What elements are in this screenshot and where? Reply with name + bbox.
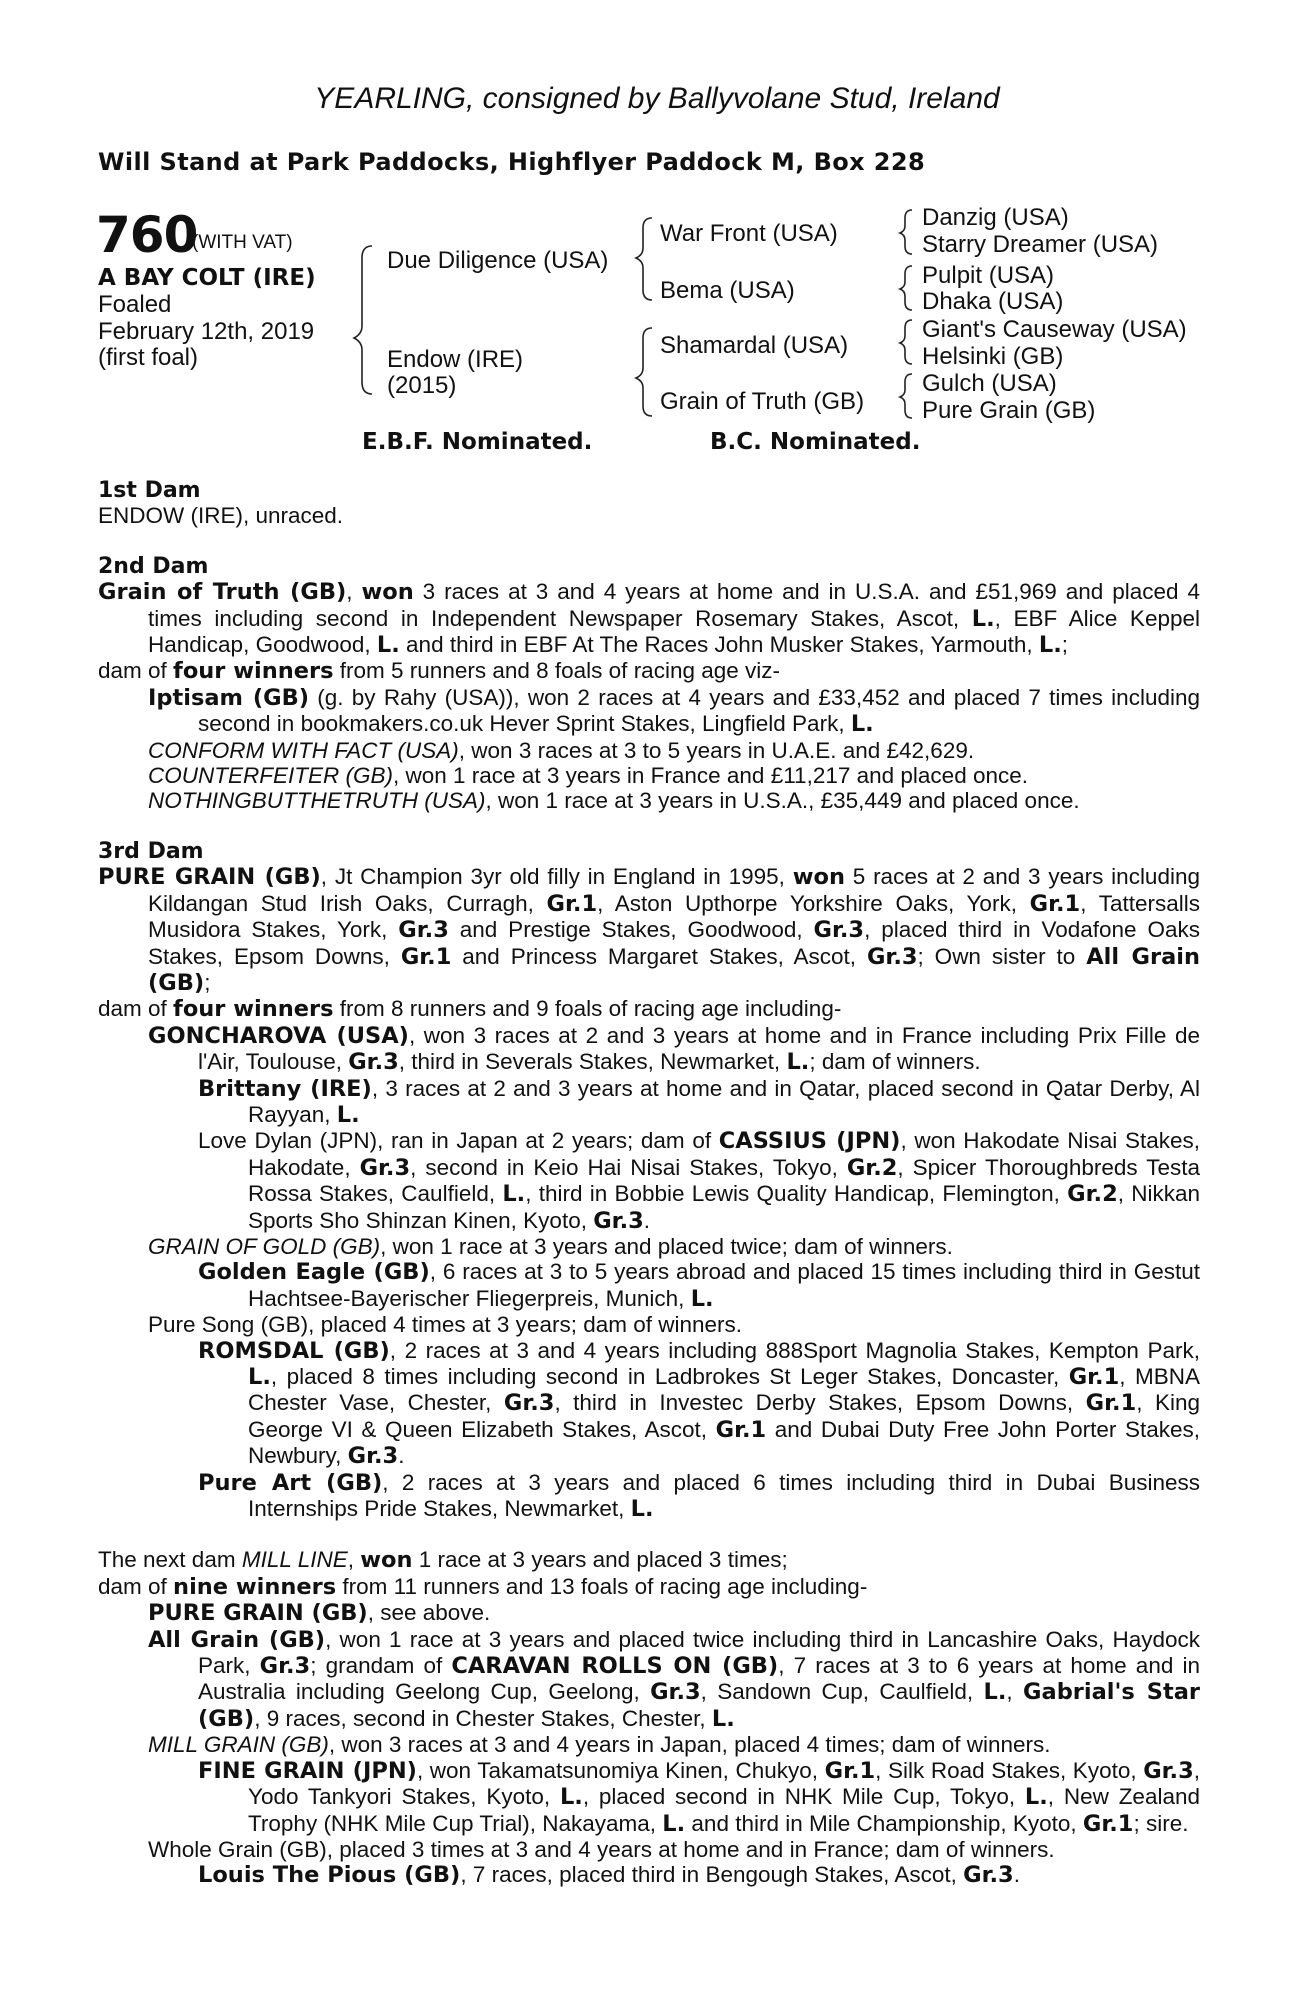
produce-all-grain: All Grain (GB), won 1 race at 3 years and placed twice including third in Lancashire Oaks, Haydock Park, Gr.3; grandam of CARAVAN ROLLS ON (GB), 7 races at 3 to 6 years at home and in Australia including Geelong Cup, Geelong, Gr.3, Sandown Cup, Caulfield, L., Gabrial's Star (GB), 9 races, second in Chester Stakes, Chester, L. [148, 1626, 1200, 1732]
stabling-line: Will Stand at Park Paddocks, Highflyer Paddock M, Box 228 [98, 148, 926, 176]
produce-iptisam: Iptisam (GB) (g. by Rahy (USA)), won 2 races at 4 years and £33,452 and placed 7 times including second in bookmakers.co.uk Hever Sprint Stakes, Lingfield Park, L. [148, 684, 1200, 738]
second-dam-record: Grain of Truth (GB), won 3 races at 3 and 4 years at home and in U.S.A. and £51,969 and placed 4 times including second in Independent Newspaper Rosemary Stakes, Ascot, L., EBF Alice Keppel Handicap, Goodwood, L. and third in EBF At The Races John Musker Stakes, Yarmouth, L.; [98, 579, 1200, 659]
produce-love-dylan: Love Dylan (JPN), ran in Japan at 2 years; dam of CASSIUS (JPN), won Hakodate Nisai Stakes, Hakodate, Gr.3, second in Keio Hai Nisai Stakes, Tokyo, Gr.2, Spicer Thoroughbreds Testa Rossa Stakes, Caulfield, L., third in Bobbie Lewis Quality Handicap, Flemington, Gr.2, Nikkan Sports Sho Shinzan Kinen, Kyoto, Gr.3. [198, 1128, 1200, 1234]
third-dam-produce-summary: dam of four winners from 8 runners and 9 foals of racing age including- [98, 996, 842, 1023]
produce-brittany: Brittany (IRE), 3 races at 2 and 3 years at home and in Qatar, placed second in Qatar Derby, Al Rayyan, L. [198, 1075, 1200, 1128]
third-dam-record: PURE GRAIN (GB), Jt Champion 3yr old filly in England in 1995, won 5 races at 2 and 3 years including Kildangan Stud Irish Oaks, Curragh, Gr.1, Aston Upthorpe Yorkshire Oaks, York, Gr.1, Tattersalls Musidora Stakes, York, Gr.3 and Prestige Stakes, Goodwood, Gr.3, placed third in Vodafone Oaks Stakes, Epsom Downs, Gr.1 and Princess Margaret Stakes, Ascot, Gr.3; Own sister to All Grain (GB); [98, 864, 1200, 996]
catalogue-body [98, 478, 1200, 1889]
pedigree-sire: Due Diligence (USA) [387, 247, 609, 274]
pedigree-g6: Helsinki (GB) [922, 343, 1064, 370]
produce-nothingbutthetruth: NOTHINGBUTTHETRUTH (USA), won 1 race at 3 years in U.S.A., £35,449 and placed once. [148, 788, 1080, 814]
brace-dam-line [636, 328, 652, 416]
produce-pure-art: Pure Art (GB), 2 races at 3 years and placed 6 times including third in Dubai Business Internships Pride Stakes, Newmarket, L. [198, 1469, 1200, 1523]
pedigree-dam: Endow (IRE) [387, 346, 524, 373]
produce-mill-grain: MILL GRAIN (GB), won 3 races at 3 and 4 years in Japan, placed 4 times; dam of winners. [148, 1732, 1051, 1758]
pedigree-g3: Pulpit (USA) [922, 262, 1055, 289]
produce-counterfeiter: COUNTERFEITER (GB), won 1 race at 3 years in France and £11,217 and placed once. [148, 763, 1028, 789]
brace-g1 [900, 210, 912, 254]
pedigree-g7: Gulch (USA) [922, 370, 1057, 397]
lot-name: A BAY COLT (IRE) [98, 265, 316, 291]
second-dam-heading: 2nd Dam [98, 553, 209, 579]
produce-fine-grain: FINE GRAIN (JPN), won Takamatsunomiya Kinen, Chukyo, Gr.1, Silk Road Stakes, Kyoto, Gr.3, Yodo Tankyori Stakes, Kyoto, L., placed second in NHK Mile Cup, Tokyo, L., New Zealand Trophy (NHK Mile Cup Trial), Nakayama, L. and third in Mile Championship, Kyoto, Gr.1; sire. [198, 1757, 1201, 1837]
next-dam-produce-summary: dam of nine winners from 11 runners and 13 foals of racing age including- [98, 1573, 868, 1600]
foaled-date: February 12th, 2019 [98, 318, 315, 345]
first-dam-text: ENDOW (IRE), unraced. [98, 503, 344, 529]
pedigree-g8: Pure Grain (GB) [922, 397, 1096, 424]
produce-romsdal: ROMSDAL (GB), 2 races at 3 and 4 years including 888Sport Magnolia Stakes, Kempton Park, L., placed 8 times including second in Ladbrokes St Leger Stakes, Doncaster, Gr.1, MBNA Chester Vase, Chester, Gr.3, third in Investec Derby Stakes, Epsom Downs, Gr.1, King George VI & Queen Elizabeth Stakes, Ascot, Gr.1 and Dubai Duty Free John Porter Stakes, Newbury, Gr.3. [198, 1337, 1200, 1470]
foal-note: (first foal) [98, 344, 199, 371]
produce-louis-the-pious: Louis The Pious (GB), 7 races, placed third in Bengough Stakes, Ascot, Gr.3. [198, 1862, 1020, 1889]
brace-sire-line [636, 218, 652, 300]
produce-pure-song: Pure Song (GB), placed 4 times at 3 years; dam of winners. [148, 1312, 743, 1338]
produce-grain-of-gold: GRAIN OF GOLD (GB), won 1 race at 3 years and placed twice; dam of winners. [148, 1233, 953, 1259]
pedigree-braces [0, 0, 1314, 440]
produce-pure-grain: PURE GRAIN (GB), see above. [148, 1600, 491, 1627]
pedigree-g2: Starry Dreamer (USA) [922, 231, 1159, 258]
pedigree-sire-dam: Bema (USA) [660, 277, 795, 304]
produce-whole-grain: Whole Grain (GB), placed 3 times at 3 and 4 years at home and in France; dam of winners. [148, 1836, 1055, 1862]
third-dam-heading: 3rd Dam [98, 838, 204, 864]
produce-conform-with-fact: CONFORM WITH FACT (USA), won 3 races at 3 to 5 years in U.A.E. and £42,629. [148, 737, 975, 763]
pedigree-dam-sire: Shamardal (USA) [660, 332, 849, 359]
first-dam-heading: 1st Dam [98, 478, 201, 503]
brace-g3 [900, 320, 912, 364]
brace-g2 [900, 266, 912, 310]
ebf-nomination: E.B.F. Nominated. [362, 429, 593, 455]
pedigree-g1: Danzig (USA) [922, 204, 1069, 231]
pedigree-dam-dam: Grain of Truth (GB) [660, 388, 865, 415]
foaled-label: Foaled [98, 291, 172, 318]
next-dam-record: The next dam MILL LINE, won 1 race at 3 years and placed 3 times; [98, 1547, 788, 1574]
produce-golden-eagle: Golden Eagle (GB), 6 races at 3 to 5 years abroad and placed 15 times including third in Gestut Hachtsee-Bayerischer Fliegerpreis, Munich, L. [198, 1259, 1200, 1312]
brace-g4 [900, 374, 912, 418]
second-dam-produce-summary: dam of four winners from 5 runners and 8 foals of racing age viz- [98, 658, 781, 685]
pedigree-g4: Dhaka (USA) [922, 288, 1064, 315]
produce-goncharova: GONCHAROVA (USA), won 3 races at 2 and 3 years at home and in France including Prix Fille de l'Air, Toulouse, Gr.3, third in Severals Stakes, Newmarket, L.; dam of winners. [148, 1022, 1200, 1076]
pedigree-dam-year: (2015) [387, 372, 457, 399]
brace-sire-dam [354, 246, 372, 394]
consignment-subtitle: YEARLING, consigned by Ballyvolane Stud, Ireland [314, 82, 1000, 115]
vat-note: (WITH VAT) [192, 232, 293, 253]
lot-number: 760 [96, 206, 198, 264]
pedigree-g5: Giant's Causeway (USA) [922, 316, 1187, 343]
pedigree-sire-sire: War Front (USA) [660, 220, 838, 247]
bc-nomination: B.C. Nominated. [710, 429, 921, 455]
